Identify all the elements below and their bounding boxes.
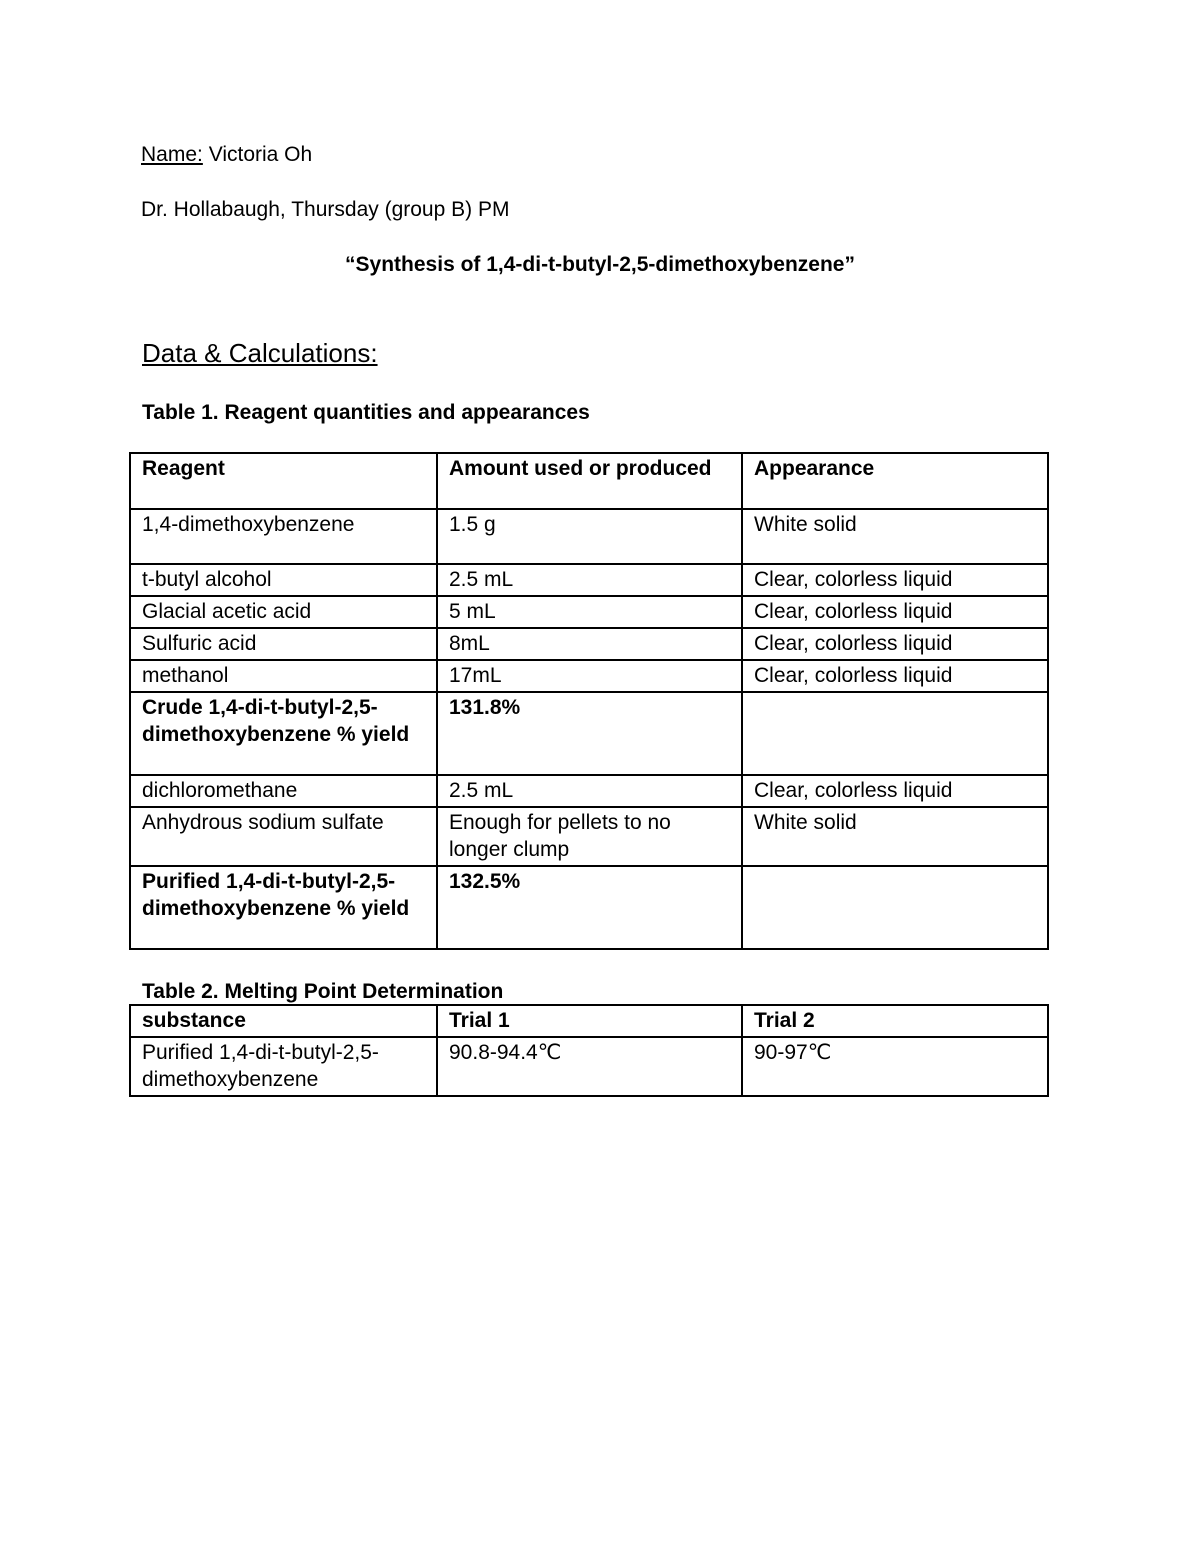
table-row [130,866,1048,949]
appearance-cell: White solid [742,509,1048,564]
reagent-cell: 1,4-dimethoxybenzene [130,509,437,564]
table-row [130,775,1048,807]
amount-cell: 2.5 mL [437,775,742,807]
header-cell: Appearance [742,453,1048,509]
reagent-cell: dichloromethane [130,775,437,807]
table-header-row [130,453,1048,509]
melting-point-table [129,1004,1049,1097]
trial2-cell: 90-97℃ [742,1037,1048,1096]
reagent-cell: Sulfuric acid [130,628,437,660]
amount-cell: 1.5 g [437,509,742,564]
amount-cell: 132.5% [437,866,742,949]
amount-cell: 5 mL [437,596,742,628]
table-row [130,509,1048,564]
appearance-cell: Clear, colorless liquid [742,564,1048,596]
amount-cell: 8mL [437,628,742,660]
table-row [130,596,1048,628]
reagent-cell: Anhydrous sodium sulfate [130,807,437,866]
table-row [130,692,1048,775]
appearance-cell: Clear, colorless liquid [742,660,1048,692]
reagent-cell: Glacial acetic acid [130,596,437,628]
appearance-cell: Clear, colorless liquid [742,775,1048,807]
table-row [130,564,1048,596]
amount-cell: 17mL [437,660,742,692]
name-label: Name: [141,143,203,166]
header-cell: Reagent [130,453,437,509]
reagent-cell: methanol [130,660,437,692]
student-name: Victoria Oh [202,143,313,166]
appearance-cell [742,866,1048,949]
header-cell: Trial 2 [742,1005,1048,1037]
appearance-cell: White solid [742,807,1048,866]
table-header-row [130,1005,1048,1037]
reagent-cell: t-butyl alcohol [130,564,437,596]
amount-cell: 2.5 mL [437,564,742,596]
amount-cell: 131.8% [437,692,742,775]
reagent-cell: Crude 1,4-di-t-butyl-2,5-dimethoxybenzene % yield [130,692,437,775]
name-line [141,142,312,168]
table-row [130,628,1048,660]
reagent-cell: Purified 1,4-di-t-butyl-2,5-dimethoxybenzene % yield [130,866,437,949]
table-row [130,660,1048,692]
report-title: “Synthesis of 1,4-di-t-butyl-2,5-dimethoxybenzene” [345,253,855,276]
section-heading: Data & Calculations: [142,338,378,368]
table2-caption: Table 2. Melting Point Determination [142,980,504,1003]
table-row [130,1037,1048,1096]
header-cell: Trial 1 [437,1005,742,1037]
table1-caption: Table 1. Reagent quantities and appearances [142,401,590,424]
header-cell: Amount used or produced [437,453,742,509]
reagent-table [129,452,1049,950]
appearance-cell [742,692,1048,775]
appearance-cell: Clear, colorless liquid [742,628,1048,660]
trial1-cell: 90.8-94.4℃ [437,1037,742,1096]
amount-cell: Enough for pellets to no longer clump [437,807,742,866]
header-cell: substance [130,1005,437,1037]
instructor-line: Dr. Hollabaugh, Thursday (group B) PM [141,198,510,221]
table-row [130,807,1048,866]
appearance-cell: Clear, colorless liquid [742,596,1048,628]
substance-cell: Purified 1,4-di-t-butyl-2,5-dimethoxybenzene [130,1037,437,1096]
